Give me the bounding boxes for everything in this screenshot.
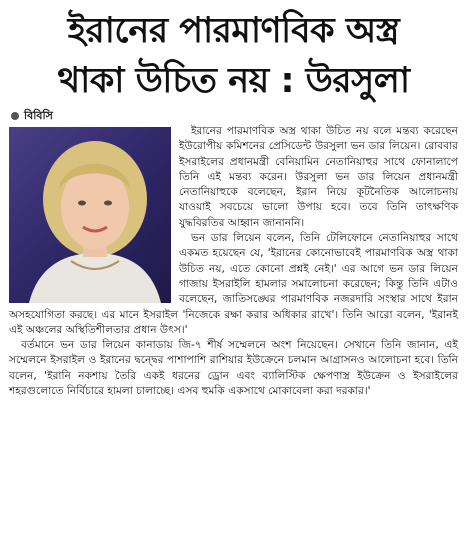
bullet-icon [11,112,19,120]
paragraph-3: বর্তমানে ভন ডার লিয়েন কানাডায় জি-৭ শীর্ষ সম্মেলনে অংশ নিয়েছেন। সেখানে তিনি জানান, এই সম্মেলনে ইসরাইল ও ইরানের দ্বন্দ্বের পাশাপাশি রাশিয়ার ইউক্রেনে চলমান আগ্রাসনও আলোচনা হবে। তিনি বলেন, 'ইরানি নকশায় তৈরি একই ধরনের ড্রোন এবং ব্যালিস্টিক ক্ষেপণাস্ত্র ইউক্রেন ও ইসরাইলের শহরগুলোতে নির্বিচারে হামলা চালাচ্ছে। এসব হুমকি একসাথে মোকাবেলা করা দরকার।' [9,339,458,398]
byline-source: বিবিসি [24,108,53,122]
portrait-photo [9,127,171,303]
article-body [9,124,458,399]
byline [9,108,458,124]
headline-line-2: থাকা উচিত নয় : উরসুলা [57,61,410,101]
paragraph-2: ভন ডার লিয়েন বলেন, তিনি টেলিফোনে নেতানিয়াহুর সাথে একমত হয়েছেন যে, 'ইরানের কোনোভাবেই পারমাণবিক অস্ত্র থাকা উচিত নয়, এতে কোনো প্রশ্নই নেই।' এর আগে ভন ডার লিয়েন গাজায় ইসরাইলি হামলার সমালোচনা করেছেন; কিন্তু তিনি এটাও বলেছেন, জাতিসঙ্ঘের পারমাণবিক নজরদারি সংস্থার সাথে ইরান অসহযোগিতা করছে। এর মানে ইসরাইল 'নিজেকে রক্ষা করার অধিকার রাখে'। তিনি আরো বলেন, 'ইরানই এই অঞ্চলের অস্থিতিশীলতার প্রধান উৎস।' [9,232,458,336]
headline-line-1: ইরানের পারমাণবিক অস্ত্র [67,11,400,51]
portrait-illustration [9,127,171,303]
paragraph-1: ইরানের পারমাণবিক অস্ত্র থাকা উচিত নয় বলে মন্তব্য করেছেন ইউরোপীয় কমিশনের প্রেসিডেন্ট উরসুলা ভন ডার লিয়েন। রোববার ইসরাইলের প্রধানমন্ত্রী বেনিয়ামিন নেতানিয়াহুর সাথে ফোনালাপে তিনি এই মন্তব্য করেন। উরসুলা ভন ডার লিয়েন প্রধানমন্ত্রী নেতানিয়াহুকে বলেছেন, ইরান নিয়ে কূটনৈতিক আলোচনায় যাওয়াই সবচেয়ে ভালো উপায় হবে। তবে তিনি তাৎক্ষণিক যুদ্ধবিরতির আহ্বান জানাননি। [179,125,458,229]
